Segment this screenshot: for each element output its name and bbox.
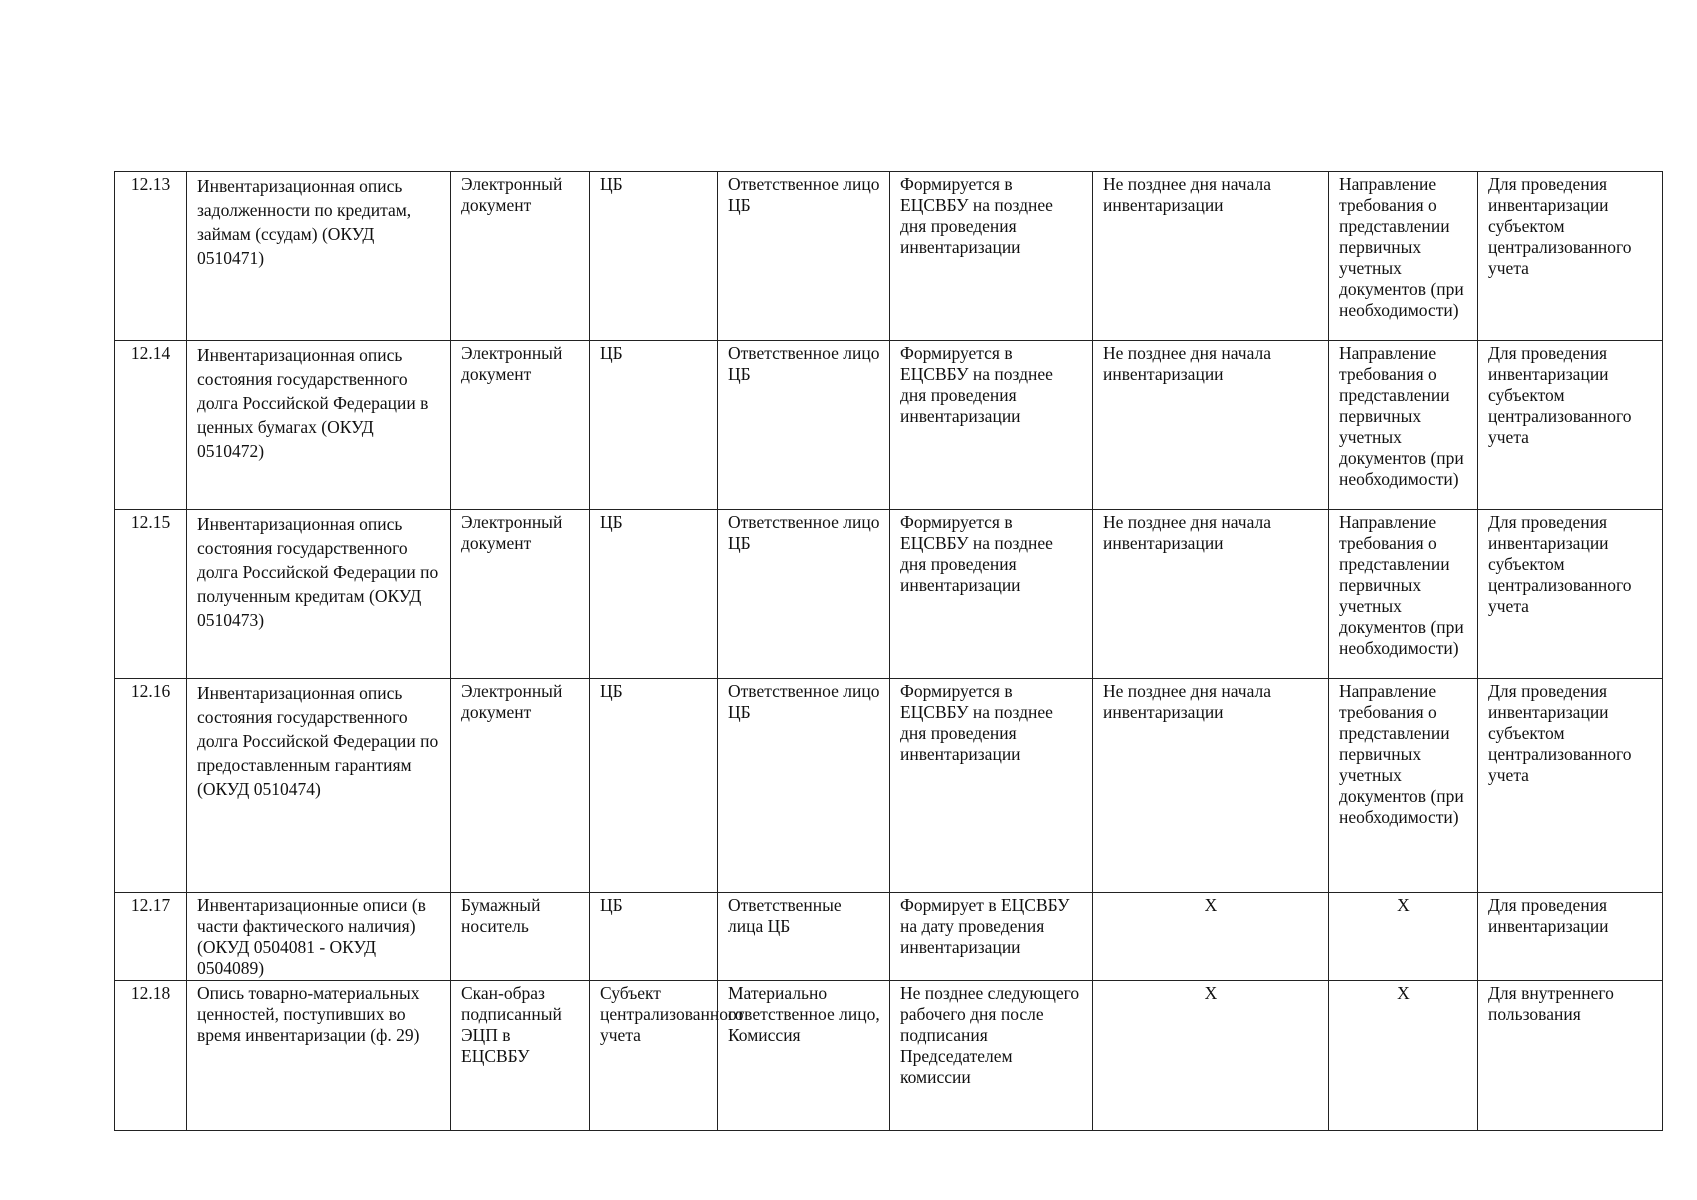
purpose-cell: Для проведения инвентаризации субъектом централизованного учета <box>1478 679 1663 893</box>
row-number-cell: 12.16 <box>115 679 187 893</box>
direction-cell: Направление требования о представлении первичных учетных документов (при необходимости) <box>1329 679 1478 893</box>
creator-cell: ЦБ <box>590 893 718 981</box>
document-name-cell: Опись товарно-материальных ценностей, поступивших во время инвентаризации (ф. 29) <box>187 981 451 1131</box>
deadline-cell: Х <box>1093 981 1329 1131</box>
purpose-cell: Для проведения инвентаризации субъектом централизованного учета <box>1478 341 1663 510</box>
formation-term-cell: Формирует в ЕЦСВБУ на дату проведения инвентаризации <box>890 893 1093 981</box>
row-number-cell: 12.18 <box>115 981 187 1131</box>
responsible-person-cell: Ответственные лица ЦБ <box>718 893 890 981</box>
purpose-cell: Для проведения инвентаризации субъектом централизованного учета <box>1478 172 1663 341</box>
purpose-cell: Для проведения инвентаризации субъектом централизованного учета <box>1478 510 1663 679</box>
table-row <box>115 679 1663 893</box>
formation-term-cell: Формируется в ЕЦСВБУ на позднее дня проведения инвентаризации <box>890 510 1093 679</box>
formation-term-cell: Формируется в ЕЦСВБУ на позднее дня проведения инвентаризации <box>890 679 1093 893</box>
direction-cell: Х <box>1329 893 1478 981</box>
table-row <box>115 172 1663 341</box>
direction-cell: Х <box>1329 981 1478 1131</box>
document-format-cell: Электронный документ <box>451 341 590 510</box>
responsible-person-cell: Ответственное лицо ЦБ <box>718 341 890 510</box>
document-name-cell: Инвентаризационные описи (в части фактического наличия) (ОКУД 0504081 - ОКУД 0504089) <box>187 893 451 981</box>
table-row <box>115 341 1663 510</box>
purpose-cell: Для внутреннего пользования <box>1478 981 1663 1131</box>
responsible-person-cell: Ответственное лицо ЦБ <box>718 510 890 679</box>
document-format-cell: Электронный документ <box>451 510 590 679</box>
deadline-cell: Не позднее дня начала инвентаризации <box>1093 510 1329 679</box>
inventory-documents-table <box>114 171 1663 1131</box>
purpose-cell: Для проведения инвентаризации <box>1478 893 1663 981</box>
creator-cell: ЦБ <box>590 679 718 893</box>
creator-cell: ЦБ <box>590 172 718 341</box>
row-number-cell: 12.17 <box>115 893 187 981</box>
document-format-cell: Бумажный носитель <box>451 893 590 981</box>
creator-cell: Субъект централизованного учета <box>590 981 718 1131</box>
responsible-person-cell: Ответственное лицо ЦБ <box>718 172 890 341</box>
table-row <box>115 893 1663 981</box>
row-number-cell: 12.14 <box>115 341 187 510</box>
deadline-cell: Не позднее дня начала инвентаризации <box>1093 172 1329 341</box>
document-format-cell: Электронный документ <box>451 679 590 893</box>
document-name-cell: Инвентаризационная опись состояния государственного долга Российской Федерации по полученным кредитам (ОКУД 0510473) <box>187 510 451 679</box>
direction-cell: Направление требования о представлении первичных учетных документов (при необходимости) <box>1329 172 1478 341</box>
document-format-cell: Электронный документ <box>451 172 590 341</box>
deadline-cell: Не позднее дня начала инвентаризации <box>1093 679 1329 893</box>
deadline-cell: Не позднее дня начала инвентаризации <box>1093 341 1329 510</box>
creator-cell: ЦБ <box>590 510 718 679</box>
table-row <box>115 510 1663 679</box>
deadline-cell: Х <box>1093 893 1329 981</box>
creator-cell: ЦБ <box>590 341 718 510</box>
document-name-cell: Инвентаризационная опись состояния государственного долга Российской Федерации по предоставленным гарантиям (ОКУД 0510474) <box>187 679 451 893</box>
formation-term-cell: Формируется в ЕЦСВБУ на позднее дня проведения инвентаризации <box>890 172 1093 341</box>
direction-cell: Направление требования о представлении первичных учетных документов (при необходимости) <box>1329 510 1478 679</box>
row-number-cell: 12.13 <box>115 172 187 341</box>
document-format-cell: Скан-образ подписанный ЭЦП в ЕЦСВБУ <box>451 981 590 1131</box>
formation-term-cell: Формируется в ЕЦСВБУ на позднее дня проведения инвентаризации <box>890 341 1093 510</box>
formation-term-cell: Не позднее следующего рабочего дня после подписания Председателем комиссии <box>890 981 1093 1131</box>
responsible-person-cell: Ответственное лицо ЦБ <box>718 679 890 893</box>
document-name-cell: Инвентаризационная опись состояния государственного долга Российской Федерации в ценных бумагах (ОКУД 0510472) <box>187 341 451 510</box>
document-name-cell: Инвентаризационная опись задолженности по кредитам, займам (ссудам) (ОКУД 0510471) <box>187 172 451 341</box>
table-row <box>115 981 1663 1131</box>
responsible-person-cell: Материально ответственное лицо, Комиссия <box>718 981 890 1131</box>
direction-cell: Направление требования о представлении первичных учетных документов (при необходимости) <box>1329 341 1478 510</box>
row-number-cell: 12.15 <box>115 510 187 679</box>
